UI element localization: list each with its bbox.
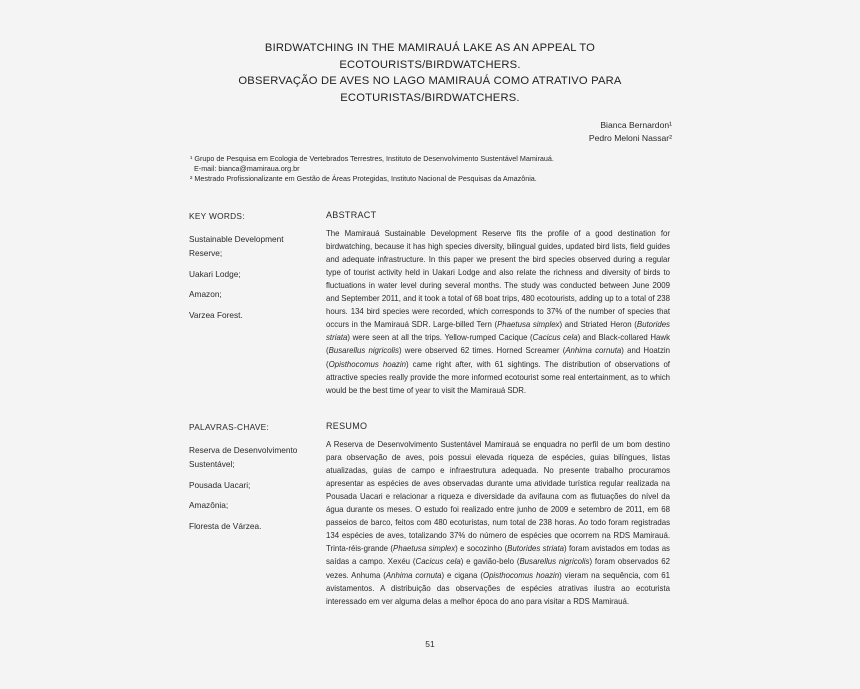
abstract-text: ) e cigana ( bbox=[441, 570, 483, 580]
abstract-text: ) e gavião-belo ( bbox=[460, 557, 520, 567]
species-name: Anhima cornuta bbox=[565, 346, 622, 356]
author-1: Bianca Bernardon¹ bbox=[600, 120, 672, 130]
abstract-text: ) came right after, with 61 sightings. The distribution of observations of attractive species really provide the more informed ecotourist some real entertainment, as to which would be the best time of year to visit the Mamirauá SDR. bbox=[326, 359, 670, 395]
title-line-4: ECOTURISTAS/BIRDWATCHERS. bbox=[340, 91, 520, 104]
abstract-text: ) and Black-collared Hawk ( bbox=[326, 333, 670, 356]
abstract-en bbox=[326, 209, 670, 397]
affiliation-2: ² Mestrado Profissionalizante em Gestão de Áreas Protegidas, Instituto Nacional de Pesquisas da Amazônia. bbox=[190, 173, 537, 183]
abstract-pt bbox=[326, 420, 670, 608]
keyword-item: Varzea Forest. bbox=[189, 309, 243, 320]
species-name: Phaetusa simplex bbox=[497, 320, 560, 330]
page-number: 51 bbox=[425, 639, 435, 649]
species-name: Cacicus cela bbox=[415, 557, 461, 567]
keyword-item: Pousada Uacari; bbox=[189, 479, 251, 490]
keywords-pt bbox=[189, 420, 314, 533]
abstract-text: ) were observed 62 times. Horned Screamer ( bbox=[398, 346, 566, 356]
keywords-en bbox=[189, 209, 314, 322]
affiliation-email: E-mail: bianca@mamiraua.org.br bbox=[194, 163, 300, 173]
abstract-pt-body bbox=[326, 438, 670, 608]
abstract-pt-heading: RESUMO bbox=[326, 421, 368, 431]
paper-title bbox=[170, 40, 690, 106]
abstract-text: ) foram observados 62 vezes. Anhuma ( bbox=[326, 557, 670, 580]
affiliation-1: ¹ Grupo de Pesquisa em Ecologia de Vertebrados Terrestres, Instituto de Desenvolvimento Sustentável Mamirauá. bbox=[190, 154, 554, 163]
keyword-item: Sustainable Development Reserve; bbox=[189, 233, 284, 258]
species-name: Butorides striata bbox=[326, 320, 670, 343]
abstract-en-body bbox=[326, 227, 670, 397]
keyword-item: Uakari Lodge; bbox=[189, 268, 241, 279]
affiliations bbox=[190, 154, 690, 183]
abstract-text: ) vieram na sequência, com 61 avistamentos. A distribuição das observações de espécies atrativas ilustra ao ecoturista interessado em ver alguma delas a melhor época do ano para visitar a RDS Mamirauá. bbox=[326, 570, 670, 606]
species-name: Busarellus nigricolis bbox=[328, 346, 399, 356]
keywords-en-heading: KEY WORDS: bbox=[189, 211, 245, 221]
abstract-en-heading: ABSTRACT bbox=[326, 210, 377, 220]
keyword-item: Amazon; bbox=[189, 289, 222, 299]
species-name: Opisthocomus hoazin bbox=[482, 570, 560, 580]
species-name: Phaetusa simplex bbox=[393, 544, 456, 554]
title-line-3: OBSERVAÇÃO DE AVES NO LAGO MAMIRAUÁ COMO ATRATIVO PARA bbox=[238, 75, 622, 87]
abstract-text: ) foram avistados em todas as saídas a campo. Xexéu ( bbox=[326, 544, 670, 567]
species-name: Busarellus nigricolis bbox=[519, 557, 590, 567]
abstract-text: ) were seen at all the trips. Yellow-rumped Cacique ( bbox=[347, 333, 533, 343]
keyword-item: Amazônia; bbox=[189, 500, 229, 510]
author-2: Pedro Meloni Nassar² bbox=[588, 133, 672, 143]
keyword-item: Reserva de Desenvolvimento Sustentável; bbox=[189, 444, 298, 469]
abstract-text: ) and Striated Heron ( bbox=[559, 320, 637, 330]
keyword-item: Floresta de Várzea. bbox=[189, 520, 262, 531]
abstract-text: The Mamirauá Sustainable Development Reserve fits the profile of a good destination for birdwatching, because it has high species diversity, bilingual guides, updated bird lists, field guides and adequate infrastructure. In this paper we present the bird species observed during a regular type of tourist activity held in Uakari Lodge and also relate the richness and diversity of birds to fluctuations in water level during several months. The study was conducted between June 2009 and September 2011, and it took a total of 68 boat trips, 480 ecotourists, adding up to a total of 238 hours. 134 bird species were recorded, which corresponds to 37% of the number of species that occurs in the Mamirauá SDR. Large-billed Tern ( bbox=[326, 229, 670, 330]
species-name: Opisthocomus hoazin bbox=[328, 359, 406, 369]
abstract-text: ) and Hoatzin ( bbox=[326, 346, 670, 369]
title-line-1: BIRDWATCHING IN THE MAMIRAUÁ LAKE AS AN APPEAL TO bbox=[264, 42, 596, 54]
title-line-2: ECOTOURISTS/BIRDWATCHERS. bbox=[339, 58, 521, 71]
author-list bbox=[589, 119, 672, 145]
keywords-pt-heading: PALAVRAS-CHAVE: bbox=[189, 422, 270, 432]
species-name: Cacicus cela bbox=[532, 333, 578, 343]
species-name: Butorides striata bbox=[507, 544, 564, 554]
abstract-text: ) e socozinho ( bbox=[455, 544, 508, 554]
abstract-text: A Reserva de Desenvolvimento Sustentável Mamirauá se enquadra no perfil de um bom destino para observação de aves, pois possui elevada riqueza de espécies, guias bilíngues, listas atualizadas, guias de campo e infraestrutura adequada. No presente trabalho procuramos apresentar as espécies de aves observadas durante uma atividade turística regular realizada na Pousada Uacari e relacionar a riqueza e diversidade da avifauna com as flutuações do nível da água durante os meses. O estudo foi realizado entre junho de 2009 e setembro de 2011, em 68 passeios de barco, feitos com 480 ecoturistas, num total de 238 horas. Ao todo foram registradas 134 espécies de aves, totalizando 37% do número de espécies que ocorrem na RDS Mamirauá. Trinta-réis-grande ( bbox=[326, 440, 670, 554]
species-name: Anhima cornuta bbox=[385, 570, 442, 580]
